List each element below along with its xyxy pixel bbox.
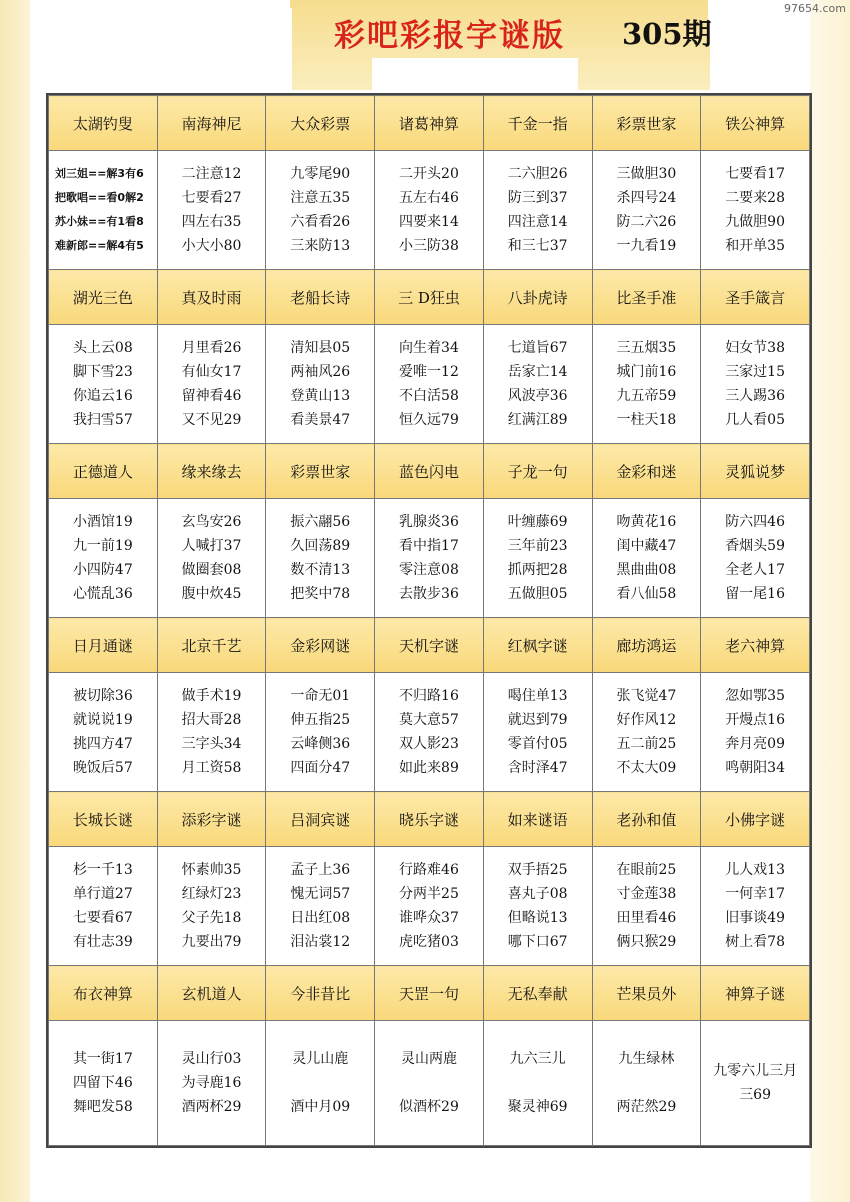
riddle-line: 全老人17 — [725, 562, 786, 578]
riddle-line: 去散步36 — [399, 586, 459, 602]
riddle-line: 抓两把28 — [507, 562, 568, 578]
column-source-name: 无私奉献 — [483, 966, 592, 1021]
riddle-line: 分两半25 — [399, 886, 459, 902]
riddle-line: 向生着34 — [399, 340, 459, 356]
riddle-line: 黑曲曲08 — [616, 562, 677, 578]
column-source-name: 天罡一句 — [375, 966, 484, 1021]
riddle-line: 其一街17 — [72, 1051, 133, 1067]
riddle-line: 张飞觉47 — [616, 688, 677, 704]
riddle-line: 防六四46 — [725, 514, 786, 530]
riddle-line: 就说说19 — [72, 712, 133, 728]
riddle-line: 九要出79 — [181, 934, 242, 950]
riddle-line: 看美景47 — [290, 412, 351, 428]
corner-blank — [708, 0, 770, 20]
column-source-name: 比圣手准 — [592, 270, 701, 325]
riddle-row — [49, 325, 810, 444]
riddle-line: 城门前16 — [616, 364, 677, 380]
riddle-line: 云峰侧36 — [290, 736, 351, 752]
riddle-line: 红满江89 — [507, 412, 568, 428]
column-source-name: 神算子谜 — [701, 966, 810, 1021]
blank-line — [375, 1071, 483, 1095]
column-source-name: 老孙和值 — [592, 792, 701, 847]
riddle-line: 灵山两鹿 — [400, 1051, 457, 1067]
riddle-line: 爱唯一12 — [399, 364, 459, 380]
riddle-line: 酒中月09 — [290, 1099, 351, 1115]
riddle-line: 你追云16 — [72, 388, 133, 404]
riddle-line: 忽如鄂35 — [725, 688, 786, 704]
riddle-line: 二注意12 — [181, 166, 242, 182]
riddle-line: 九零尾90 — [290, 166, 351, 182]
riddle-cell — [483, 325, 592, 444]
riddle-line: 苏小妹==有1看8 — [55, 215, 144, 228]
riddle-line: 四留下46 — [72, 1075, 133, 1091]
column-source-name: 吕洞宾谜 — [266, 792, 375, 847]
riddle-line: 二要来28 — [725, 190, 786, 206]
riddle-line: 小三防38 — [399, 238, 459, 254]
riddle-line: 和开单35 — [725, 238, 786, 254]
riddle-line: 二开头20 — [399, 166, 459, 182]
riddle-cell — [266, 673, 375, 792]
riddle-line: 吻黄花16 — [616, 514, 677, 530]
riddle-line: 三家过15 — [725, 364, 786, 380]
riddle-line: 四面分47 — [290, 760, 351, 776]
riddle-cell — [483, 673, 592, 792]
riddle-cell — [266, 325, 375, 444]
riddle-line: 似酒杯29 — [399, 1099, 459, 1115]
riddle-line: 九零六儿三月 — [713, 1063, 798, 1079]
column-source-name: 玄机道人 — [157, 966, 266, 1021]
riddle-line: 就迟到79 — [507, 712, 568, 728]
column-source-name: 灵狐说梦 — [701, 444, 810, 499]
riddle-row — [49, 1021, 810, 1146]
riddle-line: 孟子上36 — [290, 862, 351, 878]
riddle-line: 红绿灯23 — [181, 886, 242, 902]
column-source-name: 天机字谜 — [375, 618, 484, 673]
riddle-cell — [592, 325, 701, 444]
riddle-line: 如此来89 — [399, 760, 459, 776]
column-source-name: 缘来缘去 — [157, 444, 266, 499]
riddle-line: 开熳点16 — [725, 712, 786, 728]
riddle-cell — [483, 499, 592, 618]
riddle-line: 一柱天18 — [616, 412, 677, 428]
riddle-cell — [375, 847, 484, 966]
riddle-line: 五做胆05 — [507, 586, 568, 602]
riddle-line: 做手术19 — [181, 688, 242, 704]
column-source-name: 真及时雨 — [157, 270, 266, 325]
column-source-name: 圣手箴言 — [701, 270, 810, 325]
riddle-line: 闺中藏47 — [616, 538, 677, 554]
riddle-cell — [592, 1021, 701, 1146]
riddle-line: 谁哗众37 — [399, 910, 459, 926]
riddle-line: 旧事谈49 — [725, 910, 786, 926]
riddle-line: 二六胆26 — [507, 166, 568, 182]
riddle-line: 愧无词57 — [290, 886, 351, 902]
riddle-line: 挑四方47 — [72, 736, 133, 752]
column-source-name: 小佛字谜 — [701, 792, 810, 847]
riddle-line: 九做胆90 — [725, 214, 786, 230]
riddle-line: 喝住单13 — [507, 688, 568, 704]
riddle-line: 招大哥28 — [181, 712, 242, 728]
riddle-line: 登黄山13 — [290, 388, 351, 404]
riddle-line: 莫大意57 — [399, 712, 459, 728]
riddle-line: 四要来14 — [399, 214, 459, 230]
riddle-line: 看中指17 — [399, 538, 459, 554]
riddle-row — [49, 151, 810, 270]
riddle-cell — [592, 499, 701, 618]
riddle-line: 玄鸟安26 — [181, 514, 242, 530]
riddle-line: 父子先18 — [181, 910, 242, 926]
riddle-line: 两茫然29 — [616, 1099, 677, 1115]
riddle-table — [48, 95, 810, 1146]
riddle-row — [49, 673, 810, 792]
riddle-line: 一九看19 — [616, 238, 677, 254]
riddle-line: 零注意08 — [399, 562, 459, 578]
column-source-name: 蓝色闪电 — [375, 444, 484, 499]
riddle-line: 聚灵神69 — [507, 1099, 568, 1115]
riddle-cell — [157, 673, 266, 792]
riddle-line: 又不见29 — [181, 412, 242, 428]
column-source-name: 诸葛神算 — [375, 96, 484, 151]
riddle-line: 怀素帅35 — [181, 862, 242, 878]
column-source-name: 金彩和迷 — [592, 444, 701, 499]
column-source-name: 老船长诗 — [266, 270, 375, 325]
right-background-strip — [810, 0, 850, 1202]
riddle-line: 五左右46 — [399, 190, 459, 206]
riddle-cell — [592, 151, 701, 270]
riddle-line: 乳腺炎36 — [399, 514, 459, 530]
riddle-cell — [483, 151, 592, 270]
riddle-line: 腹中炊45 — [181, 586, 242, 602]
riddle-cell — [701, 325, 810, 444]
riddle-line: 心慌乱36 — [72, 586, 133, 602]
riddle-line: 在眼前25 — [616, 862, 677, 878]
riddle-line: 月工资58 — [181, 760, 242, 776]
riddle-line: 数不清13 — [290, 562, 351, 578]
column-source-name: 湖光三色 — [49, 270, 158, 325]
riddle-line: 和三七37 — [507, 238, 568, 254]
riddle-cell — [592, 847, 701, 966]
riddle-cell — [483, 1021, 592, 1146]
riddle-line: 有壮志39 — [72, 934, 133, 950]
column-source-name: 长城长谜 — [49, 792, 158, 847]
riddle-cell — [157, 151, 266, 270]
riddle-line: 虎吃猪03 — [399, 934, 459, 950]
riddle-table-frame — [46, 93, 812, 1148]
riddle-line: 恒久远79 — [399, 412, 459, 428]
column-source-name: 晓乐字谜 — [375, 792, 484, 847]
column-source-name: 添彩字谜 — [157, 792, 266, 847]
column-source-name: 大众彩票 — [266, 96, 375, 151]
issue-number: 305期 — [622, 17, 712, 51]
riddle-line: 含时泽47 — [507, 760, 568, 776]
left-background-strip — [0, 0, 30, 1202]
riddle-line: 三年前23 — [507, 538, 568, 554]
riddle-line: 喜丸子08 — [507, 886, 568, 902]
riddle-line: 零首付05 — [507, 736, 568, 752]
riddle-cell — [266, 151, 375, 270]
riddle-line: 小酒馆19 — [72, 514, 133, 530]
riddle-line: 留一尾16 — [725, 586, 786, 602]
riddle-line: 防三到37 — [507, 190, 568, 206]
riddle-line: 七要看27 — [181, 190, 242, 206]
riddle-row — [49, 499, 810, 618]
riddle-line: 做圈套08 — [181, 562, 242, 578]
riddle-cell — [157, 847, 266, 966]
riddle-line: 杀四号24 — [616, 190, 677, 206]
riddle-line: 不白活58 — [399, 388, 459, 404]
column-source-name: 子龙一句 — [483, 444, 592, 499]
riddle-line: 把歌唱==看0解2 — [55, 191, 144, 204]
riddle-line: 五二前25 — [616, 736, 677, 752]
riddle-line: 杉一千13 — [72, 862, 133, 878]
riddle-line: 为寻鹿16 — [181, 1075, 242, 1091]
riddle-line: 灵儿山鹿 — [292, 1051, 349, 1067]
riddle-cell — [49, 847, 158, 966]
riddle-line: 三五烟35 — [616, 340, 677, 356]
riddle-line: 树上看78 — [725, 934, 786, 950]
riddle-cell — [49, 499, 158, 618]
riddle-line: 人喊打37 — [181, 538, 242, 554]
column-source-name: 正德道人 — [49, 444, 158, 499]
column-source-name: 北京千艺 — [157, 618, 266, 673]
riddle-line: 叶缠藤69 — [507, 514, 568, 530]
riddle-line: 六看看26 — [290, 214, 351, 230]
riddle-cell — [49, 151, 158, 270]
riddle-line: 好作风12 — [616, 712, 677, 728]
riddle-line: 俩只猴29 — [616, 934, 677, 950]
riddle-line: 四注意14 — [507, 214, 568, 230]
riddle-line: 一命无01 — [290, 688, 351, 704]
riddle-cell — [266, 499, 375, 618]
riddle-line: 看八仙58 — [616, 586, 677, 602]
riddle-line: 三做胆30 — [616, 166, 677, 182]
column-source-name: 老六神算 — [701, 618, 810, 673]
column-source-name: 彩票世家 — [266, 444, 375, 499]
riddle-line: 儿人戏13 — [725, 862, 786, 878]
riddle-cell — [701, 499, 810, 618]
riddle-line: 舞吧发58 — [72, 1099, 133, 1115]
column-source-name: 千金一指 — [483, 96, 592, 151]
column-source-name: 今非昔比 — [266, 966, 375, 1021]
riddle-line: 灵山行03 — [181, 1051, 242, 1067]
riddle-line: 哪下口67 — [507, 934, 568, 950]
riddle-line: 不归路16 — [399, 688, 459, 704]
column-source-name: 八卦虎诗 — [483, 270, 592, 325]
riddle-line: 风波亭36 — [507, 388, 568, 404]
watermark: 97654.com — [784, 2, 846, 15]
riddle-line: 一何幸17 — [725, 886, 786, 902]
riddle-cell — [701, 673, 810, 792]
riddle-line: 香烟头59 — [725, 538, 786, 554]
blank-line — [484, 1071, 592, 1095]
column-source-name: 布衣神算 — [49, 966, 158, 1021]
riddle-line: 岳家亡14 — [507, 364, 568, 380]
riddle-line: 久回荡89 — [290, 538, 351, 554]
column-source-name: 廊坊鸿运 — [592, 618, 701, 673]
riddle-cell — [266, 847, 375, 966]
riddle-line: 清知县05 — [290, 340, 351, 356]
riddle-line: 难新郎==解4有5 — [55, 239, 144, 252]
riddle-line: 田里看46 — [616, 910, 677, 926]
riddle-line: 小大小80 — [181, 238, 242, 254]
riddle-cell — [592, 673, 701, 792]
riddle-cell — [375, 673, 484, 792]
riddle-line: 七要看17 — [725, 166, 786, 182]
riddle-cell — [701, 151, 810, 270]
riddle-cell — [375, 151, 484, 270]
riddle-line: 九六三儿 — [509, 1051, 566, 1067]
riddle-line: 七道旨67 — [507, 340, 568, 356]
riddle-line: 七要看67 — [72, 910, 133, 926]
riddle-line: 刘三姐==解3有6 — [55, 167, 144, 180]
riddle-cell — [49, 1021, 158, 1146]
column-source-name: 芒果员外 — [592, 966, 701, 1021]
riddle-line: 防二六26 — [616, 214, 677, 230]
riddle-line: 头上云08 — [72, 340, 133, 356]
column-source-name: 太湖钓叟 — [49, 96, 158, 151]
blank-area-left — [30, 8, 292, 90]
riddle-cell — [49, 673, 158, 792]
riddle-cell — [49, 325, 158, 444]
riddle-line: 双人影23 — [399, 736, 459, 752]
column-source-name: 南海神尼 — [157, 96, 266, 151]
riddle-line: 酒两杯29 — [181, 1099, 242, 1115]
header-row — [49, 444, 810, 499]
riddle-cell — [375, 325, 484, 444]
riddle-line: 几人看05 — [725, 412, 786, 428]
riddle-cell — [157, 499, 266, 618]
riddle-cell — [375, 1021, 484, 1146]
riddle-line: 把奖中78 — [290, 586, 351, 602]
header-row — [49, 270, 810, 325]
column-source-name: 如来谜语 — [483, 792, 592, 847]
riddle-line: 单行道27 — [72, 886, 133, 902]
riddle-line: 小四防47 — [72, 562, 133, 578]
riddle-line: 三字头34 — [181, 736, 242, 752]
blank-line — [266, 1071, 374, 1095]
riddle-line: 妇女节38 — [725, 340, 786, 356]
header-row — [49, 792, 810, 847]
riddle-line: 九一前19 — [72, 538, 133, 554]
riddle-line: 两袖风26 — [290, 364, 351, 380]
riddle-line: 不太大09 — [616, 760, 677, 776]
riddle-line: 注意五35 — [290, 190, 351, 206]
riddle-line: 我扫雪57 — [72, 412, 133, 428]
column-source-name: 日月通谜 — [49, 618, 158, 673]
blank-area-center — [372, 58, 578, 94]
riddle-line: 双手捂25 — [507, 862, 568, 878]
column-source-name: 铁公神算 — [701, 96, 810, 151]
riddle-line: 留神看46 — [181, 388, 242, 404]
column-source-name: 三 D狂虫 — [375, 270, 484, 325]
riddle-line: 有仙女17 — [181, 364, 242, 380]
riddle-cell — [375, 499, 484, 618]
page-title: 彩吧彩报字谜版 — [334, 18, 565, 54]
column-source-name: 金彩网谜 — [266, 618, 375, 673]
riddle-line: 奔月亮09 — [725, 736, 786, 752]
riddle-line: 三69 — [739, 1087, 772, 1103]
riddle-cell — [701, 847, 810, 966]
riddle-row — [49, 847, 810, 966]
riddle-line: 寸金莲38 — [616, 886, 677, 902]
riddle-line: 月里看26 — [181, 340, 242, 356]
column-source-name: 红枫字谜 — [483, 618, 592, 673]
blank-line — [593, 1071, 701, 1095]
riddle-cell — [157, 1021, 266, 1146]
header-row — [49, 966, 810, 1021]
riddle-cell — [157, 325, 266, 444]
riddle-line: 九生绿林 — [618, 1051, 675, 1067]
header-row — [49, 96, 810, 151]
header-row — [49, 618, 810, 673]
riddle-line: 振六翮56 — [290, 514, 351, 530]
riddle-cell — [266, 1021, 375, 1146]
riddle-line: 行路难46 — [399, 862, 459, 878]
column-source-name: 彩票世家 — [592, 96, 701, 151]
riddle-line: 鸣朝阳34 — [725, 760, 786, 776]
riddle-line: 但略说13 — [507, 910, 568, 926]
riddle-line: 九五帝59 — [616, 388, 677, 404]
riddle-cell — [483, 847, 592, 966]
riddle-line: 三来防13 — [290, 238, 351, 254]
riddle-cell — [701, 1021, 810, 1146]
riddle-line: 伸五指25 — [290, 712, 351, 728]
riddle-line: 脚下雪23 — [72, 364, 133, 380]
riddle-line: 泪沾裳12 — [290, 934, 351, 950]
riddle-line: 晚饭后57 — [72, 760, 133, 776]
riddle-line: 四左右35 — [181, 214, 242, 230]
riddle-line: 三人踢36 — [725, 388, 786, 404]
riddle-line: 日出红08 — [290, 910, 351, 926]
riddle-line: 被切除36 — [72, 688, 133, 704]
